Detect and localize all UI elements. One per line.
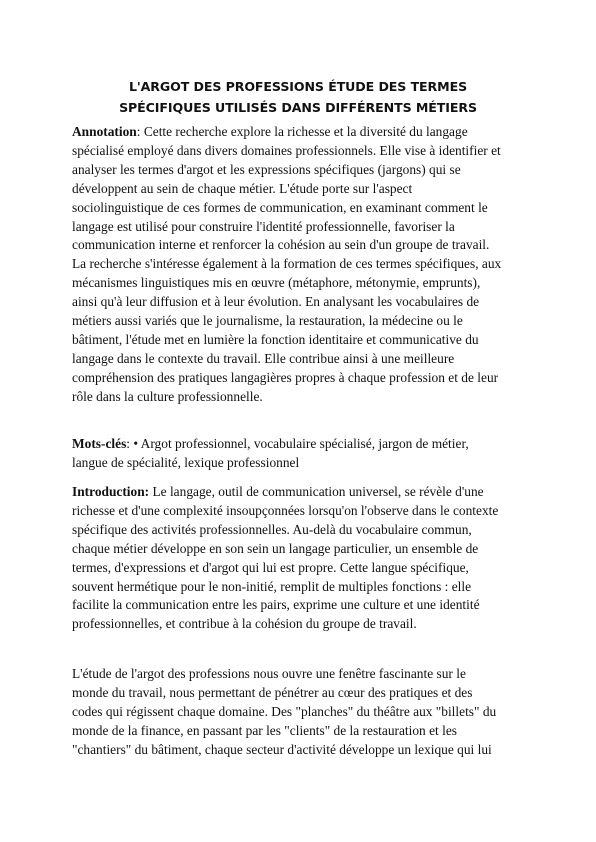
introduction-paragraph — [72, 483, 532, 634]
introduction-line: termes, d'expressions et d'argot qui lui est propre. Cette langue spécifique, — [72, 559, 469, 575]
annotation-line: ainsi qu'à leur diffusion et à leur évolution. En analysant les vocabulaires de — [72, 294, 480, 310]
annotation-line: compréhension des pratiques langagières propres à chaque profession et de leur — [72, 369, 499, 385]
annotation-line: langage est utilisé pour construire l'identité professionnelle, favoriser la — [72, 218, 455, 234]
annotation-line: métiers aussi variés que le journalisme, la restauration, la médecine ou le — [72, 313, 463, 329]
annotation-line: communication interne et renforcer la cohésion au sein d'un groupe de travail. — [72, 237, 490, 253]
introduction-line: facilite la communication entre les pairs, exprime une culture et une identité — [72, 597, 480, 613]
etude-line: "chantiers" du bâtiment, chaque secteur d'activité développe un lexique qui lui — [72, 741, 492, 757]
annotation-line: mécanismes linguistiques mis en œuvre (métaphore, métonymie, emprunts), — [72, 275, 481, 291]
annotation-line: La recherche s'intéresse également à la formation de ces termes spécifiques, aux — [72, 256, 502, 272]
keywords-line-1-text: : • Argot professionnel, vocabulaire spécialisé, jargon de métier, — [126, 436, 469, 451]
annotation-line: rôle dans la culture professionnelle. — [72, 388, 263, 404]
annotation-line: bâtiment, l'étude met en lumière la fonction identitaire et communicative du — [72, 331, 479, 347]
introduction-line: souvent hermétique pour le non-initié, remplit de multiples fonctions : elle — [72, 578, 472, 594]
keywords-line-1 — [72, 435, 532, 454]
title-line-2: SPÉCIFIQUES UTILISÉS DANS DIFFÉRENTS MÉTIERS — [119, 100, 477, 115]
annotation-line-1-text: : Cette recherche explore la richesse et la diversité du langage — [136, 124, 468, 139]
annotation-line-1 — [72, 123, 532, 142]
annotation-line: spécialisé employé dans divers domaines professionnels. Elle vise à identifier et — [72, 142, 501, 158]
etude-line: L'étude de l'argot des professions nous ouvre une fenêtre fascinante sur le — [72, 666, 466, 681]
introduction-label: Introduction: — [72, 484, 150, 499]
etude-paragraph — [72, 665, 532, 760]
introduction-line: spécifique des activités professionnelles. Au-delà du vocabulaire commun, — [72, 521, 472, 537]
annotation-line: analyser les termes d'argot et les expressions spécifiques (jargons) qui se — [72, 161, 461, 177]
introduction-line: richesse et d'une complexité insoupçonnées lorsqu'on l'observe dans le contexte — [72, 502, 499, 518]
annotation-label: Annotation — [72, 124, 137, 139]
title-line-1: L'ARGOT DES PROFESSIONS ÉTUDE DES TERMES — [128, 79, 468, 94]
etude-line: monde de la finance, en passant par les "clients" de la restauration et les — [72, 722, 457, 738]
introduction-line: chaque métier développe en son sein un langage particulier, un ensemble de — [72, 540, 479, 556]
annotation-paragraph — [72, 123, 532, 407]
etude-line: codes qui régissent chaque domaine. Des "planches" du théâtre aux "billets" du — [72, 703, 497, 719]
etude-line: monde du travail, nous permettant de pénétrer au cœur des pratiques et des — [72, 684, 473, 700]
introduction-line: professionnelles, et contribue à la cohésion du groupe de travail. — [72, 616, 417, 632]
keywords-line: langue de spécialité, lexique professionnel — [72, 454, 300, 470]
document-title — [60, 76, 536, 118]
introduction-line-1-text: Le langage, outil de communication universel, se révèle d'une — [149, 484, 484, 499]
annotation-line: développent au sein de chaque métier. L'étude porte sur l'aspect — [72, 180, 413, 196]
keywords-label: Mots-clés — [72, 436, 127, 451]
introduction-line-1 — [72, 483, 532, 502]
keywords-paragraph — [72, 435, 532, 473]
annotation-line: langage dans le contexte du travail. Elle contribue ainsi à une meilleure — [72, 350, 455, 366]
annotation-line: sociolinguistique de ces formes de communication, en examinant comment le — [72, 199, 488, 215]
